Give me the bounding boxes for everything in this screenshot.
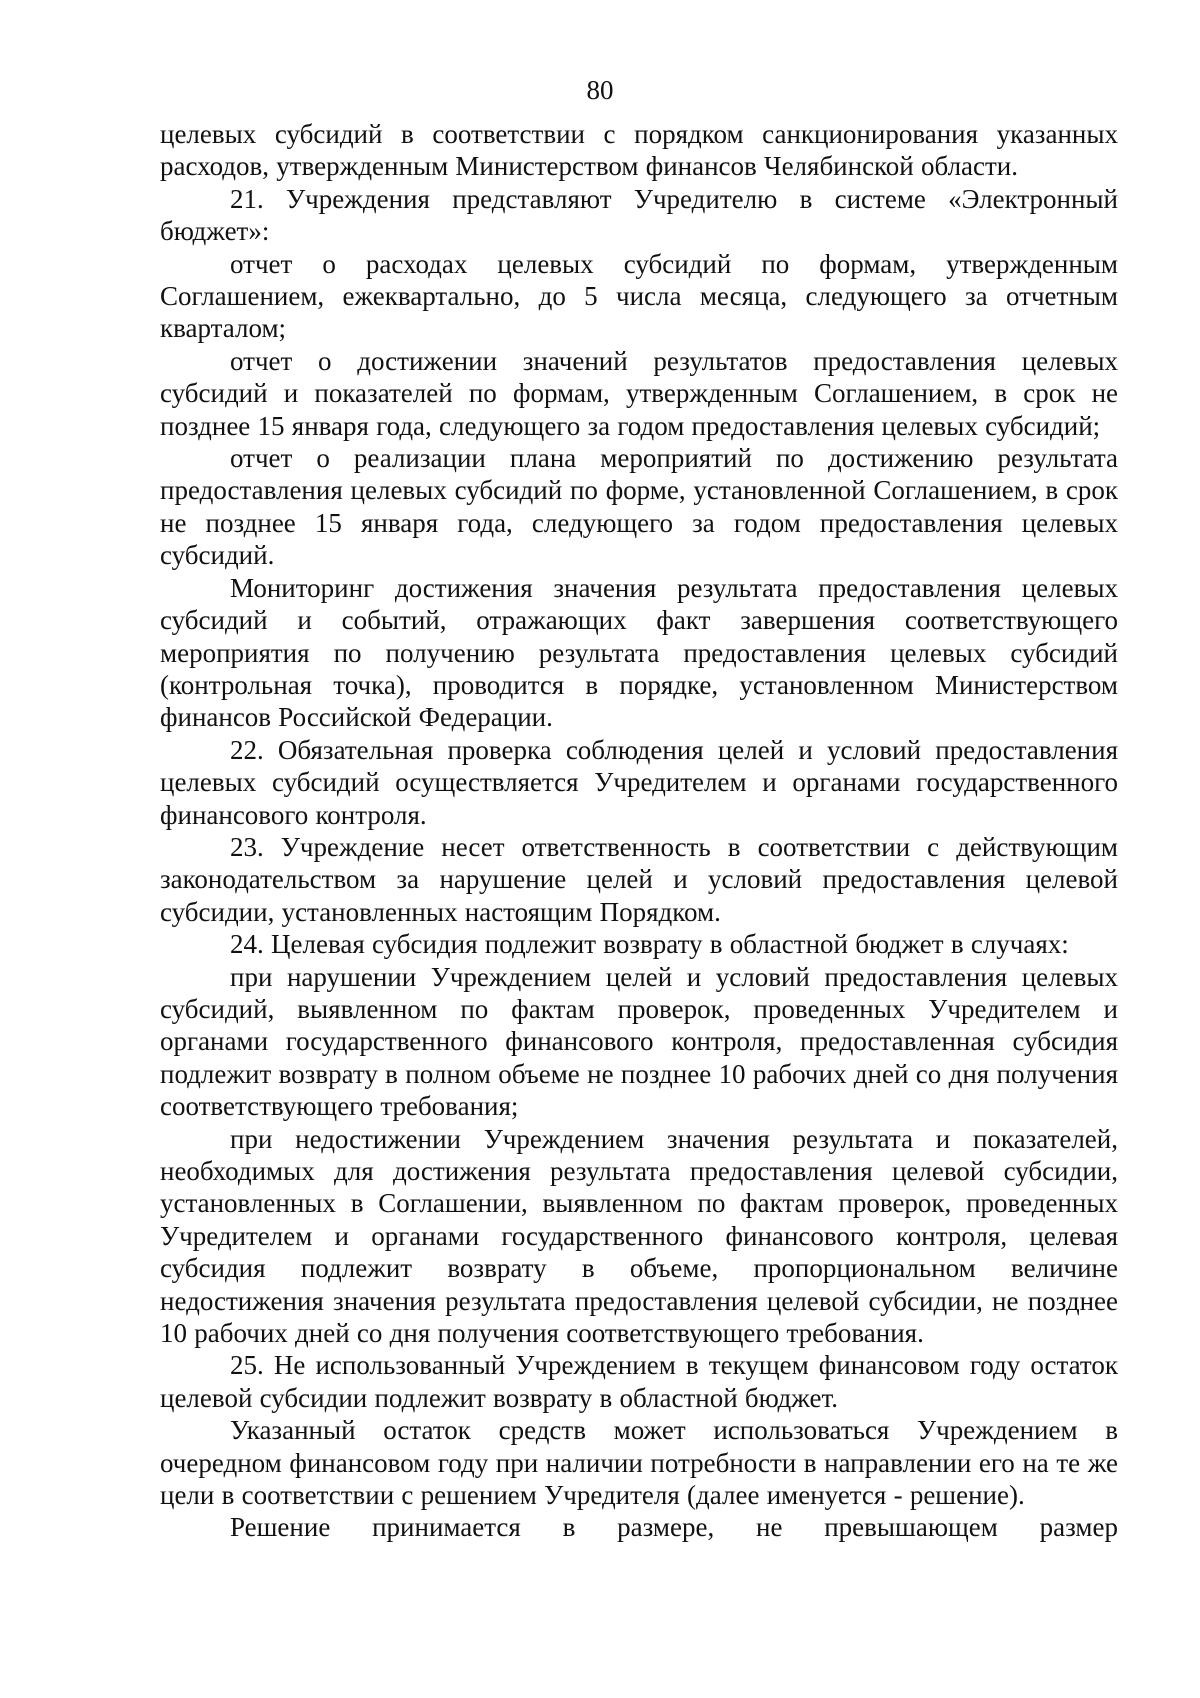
paragraph-decision: Решение принимается в размере, не превышающем размер — [230, 1512, 1118, 1543]
page-number: 80 — [586, 75, 614, 105]
paragraph-monitoring: Мониторинг достижения значения результата предоставления целевых субсидий и событий, отражающих факт завершения соответствующего мероприятия по получению результата предоставления целевых субсидий (контрольная точка), проводится в порядке, установленном Министерством финансов Российской Федерации. — [160, 572, 1118, 733]
paragraph-plan-report: отчет о реализации плана мероприятий по достижению результата предоставления целевых субсидий по форме, установленной Соглашением, в срок не позднее 15 января года, следующего за годом предоставления целевых субсидий. — [160, 443, 1118, 571]
paragraph-clause-23: 23. Учреждение несет ответственность в соответствии с действующим законодательством за нарушение целей и условий предоставления целевой субсидии, установленных настоящим Порядком. — [160, 831, 1118, 927]
paragraph-clause-21: 21. Учреждения представляют Учредителю в системе «Электронный бюджет»: — [160, 183, 1118, 247]
paragraph-violation-case: при нарушении Учреждением целей и условий предоставления целевых субсидий, выявленном по фактам проверок, проведенных Учредителем и органами государственного финансового контроля, предоставленная субсидия подлежит возврату в полном объеме не позднее 10 рабочих дней со дня получения соответствующего требования; — [160, 961, 1118, 1122]
paragraph-remaining-funds: Указанный остаток средств может использоваться Учреждением в очередном финансовом году при наличии потребности в направлении его на те же цели в соответствии с решением Учредителя (далее именуется - решение). — [160, 1415, 1118, 1511]
paragraph-clause-25: 25. Не использованный Учреждением в текущем финансовом году остаток целевой субсидии подлежит возврату в областной бюджет. — [160, 1350, 1118, 1413]
paragraph-results-report: отчет о достижении значений результатов предоставления целевых субсидий и показателей по формам, утвержденным Соглашением, в срок не позднее 15 января года, следующего за годом предоставления целевых субсидий; — [160, 345, 1118, 441]
paragraph-expense-report: отчет о расходах целевых субсидий по формам, утвержденным Соглашением, ежеквартально, до 5 числа месяца, следующего за отчетным кварталом; — [160, 248, 1118, 344]
paragraph-clause-22: 22. Обязательная проверка соблюдения целей и условий предоставления целевых субсидий осуществляется Учредителем и органами государственного финансового контроля. — [160, 734, 1118, 830]
document-body — [160, 118, 1118, 1544]
paragraph-clause-24: 24. Целевая субсидия подлежит возврату в областной бюджет в случаях: — [230, 929, 1069, 960]
paragraph-underachievement-case: при недостижении Учреждением значения результата и показателей, необходимых для достижения результата предоставления целевой субсидии, установленных в Соглашении, выявленном по фактам проверок, проведенных Учредителем и органами государственного финансового контроля, целевая субсидия подлежит возврату в объеме, пропорциональном величине недостижения значения результата предоставления целевой субсидии, не позднее 10 рабочих дней со дня получения соответствующего требования. — [160, 1123, 1118, 1349]
paragraph-continuation: целевых субсидий в соответствии с порядком санкционирования указанных расходов, утвержденным Министерством финансов Челябинской области. — [160, 119, 1118, 182]
